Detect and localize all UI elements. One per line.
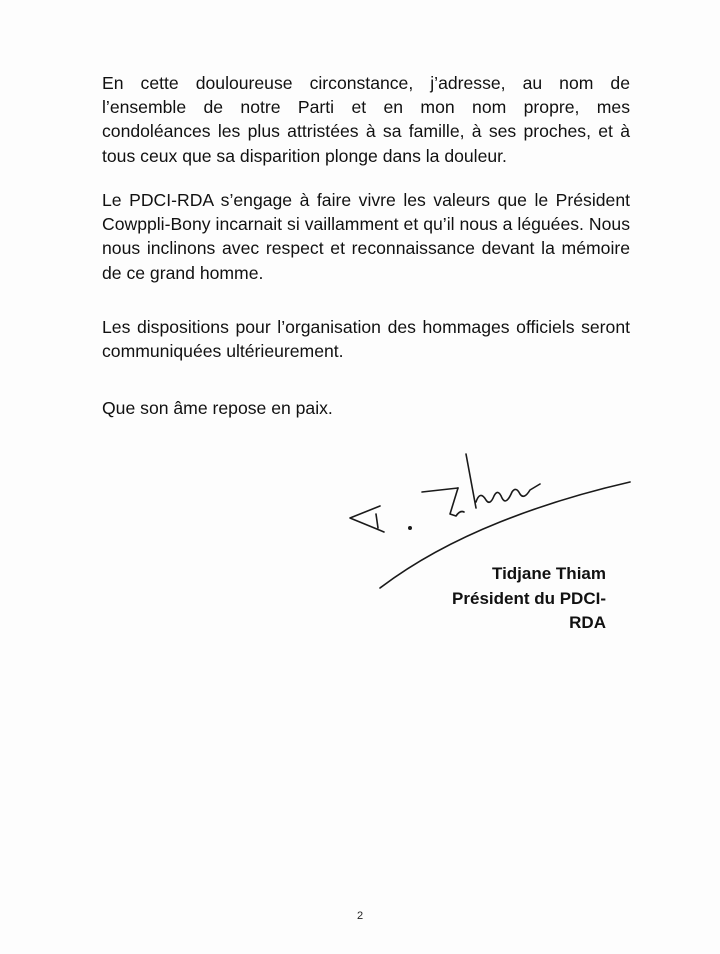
signatory-name: Tidjane Thiam: [492, 564, 606, 583]
page-number: 2: [356, 910, 364, 922]
paragraph-arrangements: Les dispositions pour l’organisation des hommages officiels seront communiquées ultérieurement.: [102, 317, 630, 362]
signatory-title: Président du PDCI-RDA: [452, 589, 606, 632]
paragraph-condolences: En cette douloureuse circonstance, j’adresse, au nom de l’ensemble de notre Parti et en mon nom propre, mes condoléances les plus attristées à sa famille, à ses proches, et à tous ceux que sa disparition plonge dans la douleur.: [102, 73, 630, 166]
paragraph-values: Le PDCI-RDA s’engage à faire vivre les valeurs que le Président Cowppli-Bony incarnait si vaillamment et qu’il nous a léguées. Nous nous inclinons avec respect et reconnaissance devant la mémoire de ce grand homme.: [102, 190, 630, 283]
paragraph-closing: Que son âme repose en paix.: [102, 398, 333, 418]
